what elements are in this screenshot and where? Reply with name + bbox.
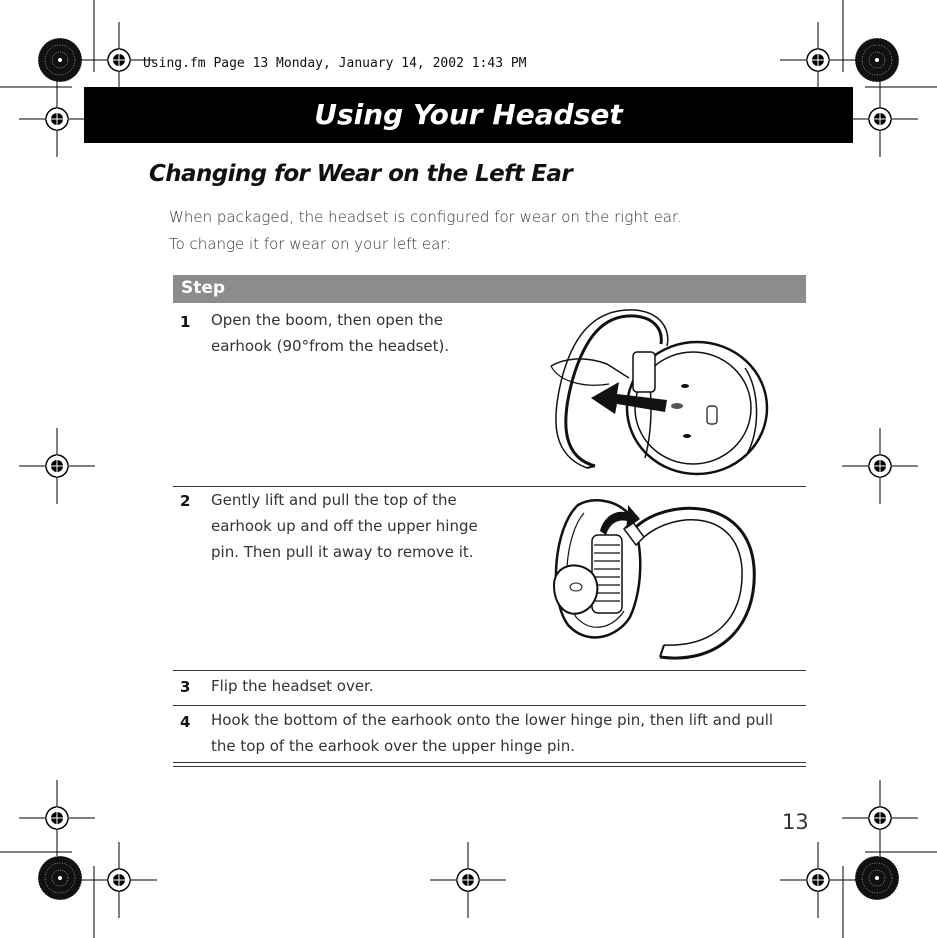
step-1-text bbox=[211, 307, 449, 359]
table-bottom-rule-2 bbox=[173, 766, 806, 767]
step-1-number: 1 bbox=[180, 313, 191, 331]
step-1-line-1: Open the boom, then open the bbox=[211, 311, 443, 329]
file-slug: Using.fm Page 13 Monday, January 14, 2002 1:43 PM bbox=[143, 56, 527, 71]
table-header bbox=[173, 275, 806, 303]
section-title: Changing for Wear on the Left Ear bbox=[149, 161, 573, 187]
page-number: 13 bbox=[782, 810, 809, 834]
step-4-number: 4 bbox=[180, 713, 191, 731]
step-3-text: Flip the headset over. bbox=[211, 677, 374, 695]
step-1-line-2: earhook (90°from the headset). bbox=[211, 337, 450, 355]
step-3-number: 3 bbox=[180, 678, 191, 696]
intro-line-1: When packaged, the headset is configured for wear on the right ear. bbox=[169, 208, 682, 226]
row-divider-3 bbox=[173, 705, 806, 706]
table-bottom-rule-1 bbox=[173, 762, 806, 763]
step-4-line-1: Hook the bottom of the earhook onto the lower hinge pin, then lift and pull bbox=[211, 711, 774, 729]
row-divider-2 bbox=[173, 670, 806, 671]
step-2-line-2: earhook up and off the upper hinge bbox=[211, 517, 478, 535]
headset-remove-earhook-illustration bbox=[548, 497, 760, 663]
step-4-line-2: the top of the earhook over the upper hinge pin. bbox=[211, 737, 575, 755]
step-2-text bbox=[211, 487, 478, 565]
headset-open-earhook-illustration bbox=[545, 308, 775, 480]
step-2-line-3: pin. Then pull it away to remove it. bbox=[211, 543, 474, 561]
step-2-line-1: Gently lift and pull the top of the bbox=[211, 491, 457, 509]
banner-title: Using Your Headset bbox=[314, 98, 623, 131]
step-column-header: Step bbox=[181, 278, 226, 298]
step-4-text bbox=[211, 707, 773, 759]
intro-line-2: To change it for wear on your left ear: bbox=[169, 235, 452, 253]
step-2-number: 2 bbox=[180, 492, 191, 510]
